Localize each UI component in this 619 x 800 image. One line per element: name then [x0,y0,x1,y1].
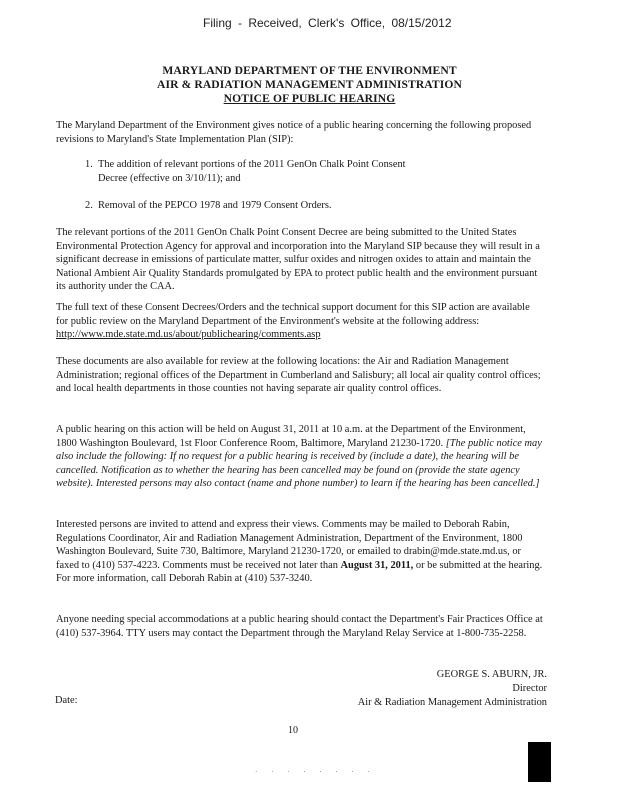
signatory-title: Director [512,683,547,694]
hearing-body: A public hearing on this action will be held on August 31, 2011 at 10 a.m. at the Department of the Environment, 1800 Washington Boulevard, 1st Floor Conference Room, Baltimore, Maryland 21230-1720. [56,424,526,449]
interested-tail: or be submitted at the hearing. For more information, call Deborah Rabin at (410) 537-3240. [56,559,543,585]
heading-line-2: AIR & RADIATION MANAGEMENT ADMINISTRATION [157,78,462,91]
hearing-optional-note: [The public notice may also include the following: If no request for a public hearing is received by (include a date), the hearing will be cancelled. Notification as to whether the hearing has been cancelled may be found on (provide the state agency website). Interested persons may also contact (name and phone number) to learn if the hearing has been cancelled.] [56,437,542,490]
heading-line-1: MARYLAND DEPARTMENT OF THE ENVIRONMENT [162,64,457,77]
hearing-paragraph [56,423,544,491]
list-item-2-text: Removal of the PEPCO 1978 and 1979 Consent Orders. [98,200,332,211]
intro-paragraph: The Maryland Department of the Environment gives notice of a public hearing concerning the following proposed revisions to Maryland's State Implementation Plan (SIP): [56,120,532,145]
relevant-portions-paragraph: The relevant portions of the 2011 GenOn Chalk Point Consent Decree are being submitted to the United States Environmental Protection Agency for approval and incorporation into the Maryland SIP because they will result in a significant decrease in emissions of particulate matter, sulfur oxides and nitrogen oxides to attain and maintain the National Ambient Air Quality Standards promulgated by EPA to protect public health and the environment pursuant its authority under the CAA. [56,227,540,293]
date-label: Date: [55,695,78,706]
signatory-org: Air & Radiation Management Administration [357,697,547,708]
heading-line-3: NOTICE OF PUBLIC HEARING [223,92,396,105]
locations-paragraph: These documents are also available for review at the following locations: the Air and Radiation Management Administration; regional offices of the Department in Cumberland and Salisbury; all local air quality control offices; and local health departments in those counties not having separate air quality control offices. [56,356,541,395]
scan-artifact-bar [528,742,551,782]
list-item-1-number: 1. [85,159,93,170]
signatory-name: GEORGE S. ABURN, JR. [436,669,547,680]
list-item-2-number: 2. [85,200,93,211]
full-text-body: The full text of these Consent Decrees/Orders and the technical support document for this SIP action are available for public review on the Maryland Department of the Environment's website at the following address: [56,302,530,327]
interested-persons-paragraph [56,518,544,586]
website-link[interactable]: http://www.mde.state.md.us/about/publichearing/comments.asp [56,329,321,341]
notice-heading [0,64,619,106]
accommodations-paragraph: Anyone needing special accommodations at a public hearing should contact the Department's Fair Practices Office at (410) 537-3964. TTY users may contact the Department through the Maryland Relay Service at 1-800-735-2258. [56,614,543,639]
filing-stamp: Filing - Received, Clerk's Office, 08/15/2012 [203,16,452,30]
page-number: 10 [288,725,298,736]
scan-noise: · · · · · · · · [255,768,376,776]
full-text-paragraph [56,301,544,342]
list-item-1-text: The addition of relevant portions of the 2011 GenOn Chalk Point Consent Decree (effective on 3/10/11); and [98,159,406,184]
comment-deadline: August 31, 2011, [340,559,414,571]
interested-body: Interested persons are invited to attend and express their views. Comments may be mailed to Deborah Rabin, Regulations Coordinator, Air and Radiation Management Administration, Department of the Environment, 1800 Washington Boulevard, Suite 730, Baltimore, Maryland 21230-1720, or emailed to drabin@mde.state.md.us, or faxed to (410) 537-4223. Comments must be received not later than [56,519,523,571]
